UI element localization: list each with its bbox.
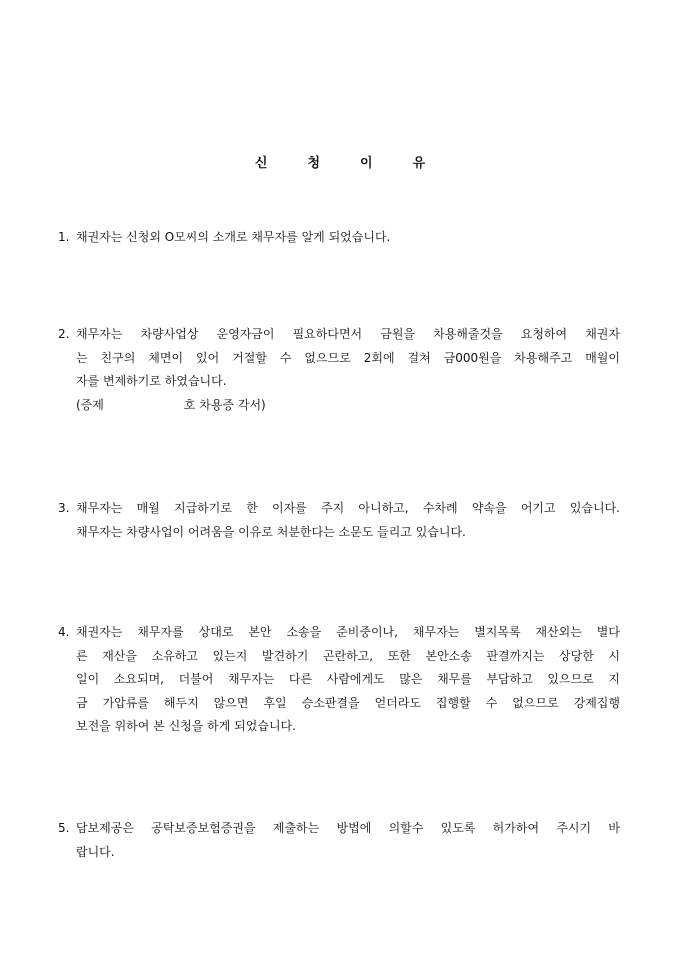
- item-body: [76, 323, 620, 417]
- reason-item-5: [58, 817, 620, 864]
- title-char: 이: [360, 156, 373, 171]
- item-line: 금 가압류를 해두지 않으면 후일 승소판결을 얻더라도 집행할 수 없으므로 강제집행: [76, 695, 620, 710]
- reason-item-3: [58, 497, 620, 544]
- item-number: 3.: [58, 501, 70, 515]
- item-line: 일이 소요되며, 더불어 채무자는 다른 사람에게도 많은 채무를 부담하고 있으므로 지: [76, 672, 620, 686]
- evidence-reference: [76, 394, 620, 418]
- item-line: 채무자는 차량사업상 운영자금이 필요하다면서 금원을 차용해줄것을 요청하여 채권자: [76, 327, 620, 341]
- reason-item-1: [58, 226, 620, 250]
- item-line: 채무자는 차량사업이 어려움을 이유로 처분한다는 소문도 들리고 있습니다.: [76, 524, 466, 539]
- item-line: 채권자는 신청외 O모씨의 소개로 채무자를 알게 되었습니다.: [76, 230, 391, 244]
- item-body: [76, 817, 620, 864]
- item-body: [76, 621, 620, 739]
- item-line: 랍니다.: [76, 844, 115, 859]
- title-char: 신: [254, 156, 268, 171]
- reason-item-4: [58, 621, 620, 739]
- evidence-open: (증제: [76, 397, 104, 412]
- document-title: [0, 152, 680, 171]
- item-body: [76, 226, 620, 250]
- item-number: 5.: [58, 821, 70, 835]
- item-line: 보전을 위하여 본 신청을 하게 되었습니다.: [76, 719, 296, 733]
- item-number: 2.: [58, 327, 70, 341]
- title-char: 유: [412, 156, 426, 171]
- item-line: 채권자는 채무자를 상대로 본안 소송을 준비중이나, 채무자는 별지목록 재산외는 별다: [76, 625, 620, 639]
- item-line: 는 친구의 체면이 있어 거절할 수 없으므로 2회에 걸쳐 금000원을 차용해주고 매월이: [76, 350, 620, 365]
- title-char: 청: [307, 156, 320, 171]
- reason-item-2: [58, 323, 620, 417]
- item-line: 담보제공은 공탁보증보험증권을 제출하는 방법에 의할수 있도록 허가하여 주시기 바: [76, 821, 620, 835]
- item-number: 4.: [58, 625, 70, 639]
- item-line: 른 재산을 소유하고 있는지 발견하기 곤란하고, 또한 본안소송 판결까지는 상당한 시: [76, 648, 620, 663]
- item-body: [76, 497, 620, 544]
- item-line: 자를 변제하기로 하였습니다.: [76, 374, 227, 388]
- item-number: 1.: [58, 230, 70, 244]
- evidence-close: 호 차용증 각서): [183, 397, 266, 412]
- item-line: 채무자는 매월 지급하기로 한 이자를 주지 아니하고, 수차례 약속을 어기고 있습니다.: [76, 501, 620, 515]
